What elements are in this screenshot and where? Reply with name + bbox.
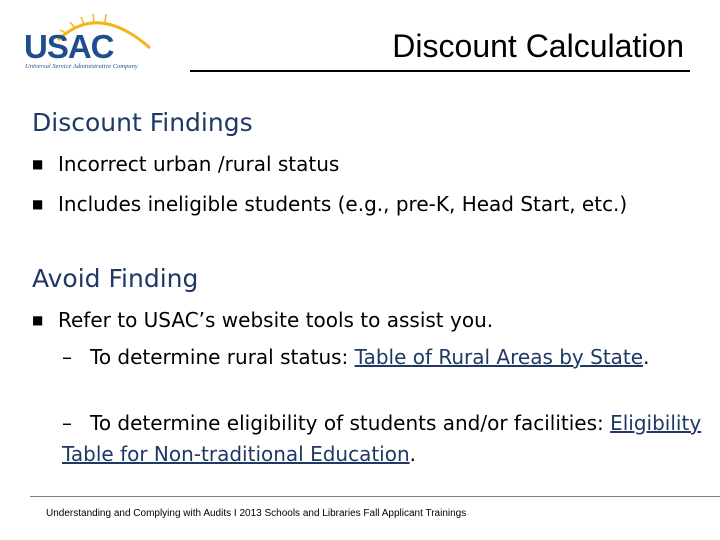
dash-icon: – [62,411,72,435]
sub-item-punct: . [409,442,417,466]
square-bullet-icon: ■ [32,197,44,211]
avoid-sub-item-2 [62,408,702,470]
findings-heading: Discount Findings [32,108,253,137]
eligibility-table-link[interactable]: Eligibility Table for Non-traditional Education [62,411,702,466]
square-bullet-icon: ■ [32,157,44,171]
bullet-text: Incorrect urban /rural status [58,152,340,176]
dash-icon: – [62,345,72,369]
rural-areas-table-link[interactable]: Table of Rural Areas by State [354,345,644,369]
findings-bullet-1 [32,152,339,176]
square-bullet-icon: ■ [32,313,44,327]
bullet-text: Refer to USAC’s website tools to assist you. [58,308,494,332]
avoid-sub-item-1 [62,342,702,373]
logo-wordmark: USAC [24,28,114,65]
footer-text: Understanding and Complying with Audits I 2013 Schools and Libraries Fall Applicant Trainings [46,508,467,519]
bullet-text: Includes ineligible students (e.g., pre-K, Head Start, etc.) [58,192,628,216]
avoid-bullet [32,308,493,332]
usac-logo [18,10,163,70]
sub-item-text: To determine eligibility of students and/or facilities: [90,411,611,435]
slide-title: Discount Calculation [392,28,684,64]
footer-divider [30,496,720,497]
logo-subtitle: Universal Service Administrative Company [25,63,138,70]
avoid-heading: Avoid Finding [32,264,199,293]
sub-item-punct: . [643,345,650,369]
sub-item-text: To determine rural status: [90,345,355,369]
title-divider [190,70,690,72]
findings-bullet-2 [32,192,627,216]
